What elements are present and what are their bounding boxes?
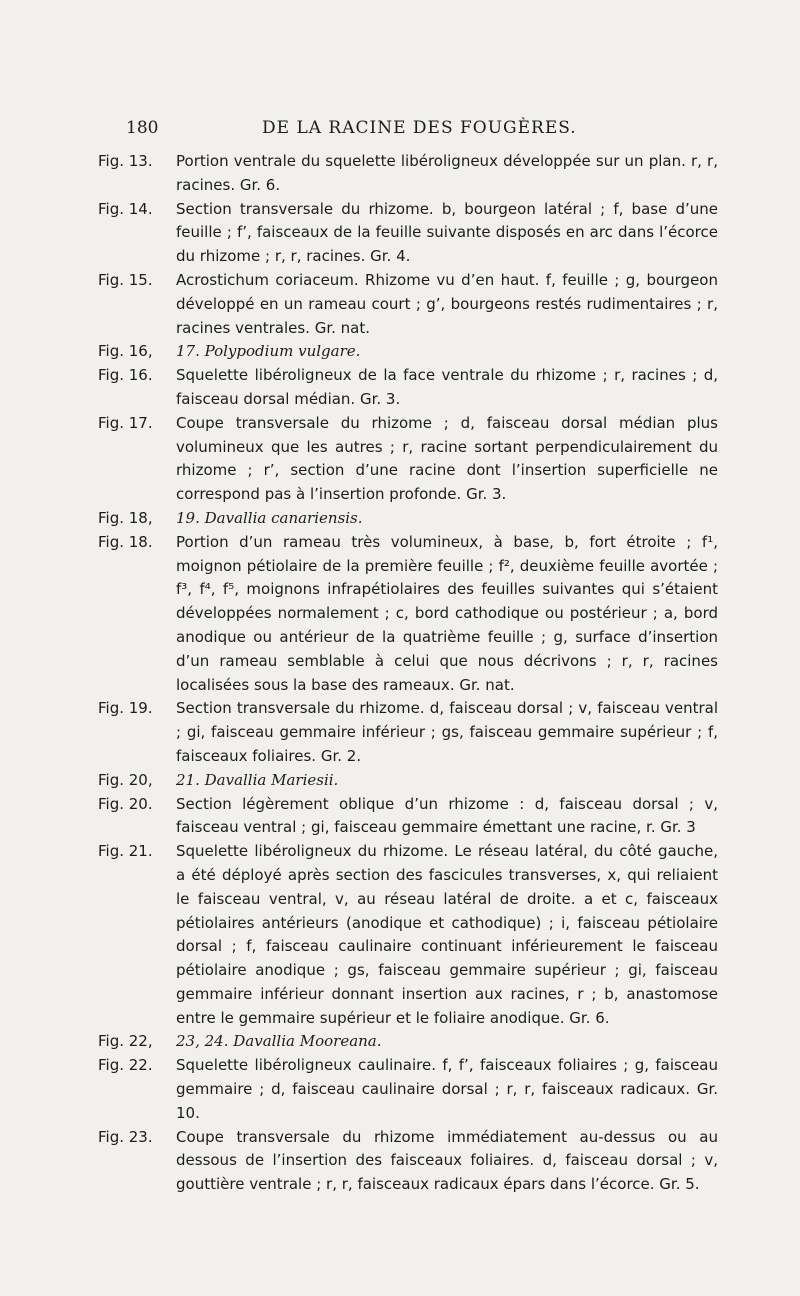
figure-caption [98, 1030, 718, 1054]
figure-caption [98, 150, 718, 198]
figure-label: Fig. 13. [98, 152, 153, 170]
caption-text: Squelette libéroligneux du rhizome. Le réseau latéral, du côté gauche, a été déployé après section des fascicules transverses, x, qui reliaient le faisceau ventral, v, au réseau latéral de droite. a et c, faisceaux pétiolaires antérieurs (anodique et cathodique) ; i, faisceau pétiolaire dorsal ; f, faisceau caulinaire continuant inférieurement le faisceau pétiolaire anodique ; gs, faisceau gemmaire supérieur ; gi, faisceau gemmaire inférieur donnant insertion aux racines, r ; b, anastomose entre le gemmaire supérieur et le foliaire anodique. Gr. 6. [176, 842, 718, 1027]
figure-caption [98, 198, 718, 269]
figure-caption [98, 769, 718, 793]
figure-label: Fig. 23. [98, 1127, 153, 1146]
caption-text: Section légèrement oblique d’un rhizome : d, faisceau dorsal ; v, faisceau ventral ; gi, faisceau gemmaire émettant une racine, r. Gr. 3 [176, 794, 718, 837]
figure-caption [98, 531, 718, 698]
figure-label: Fig. 18. [98, 532, 153, 551]
figure-label: Fig. 20, [98, 770, 153, 789]
caption-text: 17. Polypodium vulgare. [176, 342, 361, 361]
figure-caption [98, 412, 718, 507]
figure-caption [98, 697, 718, 768]
figure-caption [98, 793, 718, 841]
caption-text: Section transversale du rhizome. d, faisceau dorsal ; v, faisceau ventral ; gi, faisceau gemmaire inférieur ; gs, faisceau gemmaire supérieur ; f, faisceaux foliaires. Gr. 2. [176, 699, 718, 765]
figure-caption [98, 269, 718, 340]
caption-text: 19. Davallia canariensis. [176, 508, 363, 527]
caption-text: 23, 24. Davallia Mooreana. [176, 1032, 382, 1051]
caption-text: 21. Davallia Mariesii. [176, 770, 339, 789]
caption-text: Portion d’un rameau très volumineux, à base, b, fort étroite ; f¹, moignon pétiolaire de la première feuille ; f², deuxième feuille avortée ; f³, f⁴, f⁵, moignons infrapétiolaires des feuilles suivantes qui s’étaient développées normalement ; c, bord cathodique ou postérieur ; a, bord anodique ou antérieur de la quatrième feuille ; g, surface d’insertion d’un rameau semblable à celui que nous décrivons ; r, r, racines localisées sous la base des rameaux. Gr. nat. [176, 532, 718, 694]
page-header [126, 118, 716, 142]
figure-caption [98, 1126, 718, 1197]
figure-captions [98, 150, 718, 1197]
figure-caption [98, 840, 718, 1030]
caption-text: Coupe transversale du rhizome ; d, faisceau dorsal médian plus volumineux que les autres ; r, racine sortant perpendiculairement du rhizome ; r’, section d’une racine dont l’insertion superficielle ne correspond pas à l’insertion profonde. Gr. 3. [176, 413, 718, 504]
figure-label: Fig. 22. [98, 1056, 153, 1075]
caption-text: Coupe transversale du rhizome immédiatement au-dessus ou au dessous de l’insertion des faisceaux foliaires. d, faisceau dorsal ; v, gouttière ventrale ; r, r, faisceaux radicaux épars dans l’écorce. Gr. 5. [176, 1127, 718, 1194]
figure-label: Fig. 19. [98, 699, 153, 718]
caption-text: Section transversale du rhizome. b, bourgeon latéral ; f, base d’une feuille ; f’, faisceaux de la feuille suivante disposés en arc dans l’écorce du rhizome ; r, r, racines. Gr. 4. [176, 199, 718, 266]
figure-label: Fig. 22, [98, 1032, 153, 1051]
figure-label: Fig. 18, [98, 508, 153, 527]
figure-label: Fig. 16, [98, 342, 153, 361]
caption-text: Squelette libéroligneux de la face ventrale du rhizome ; r, racines ; d, faisceau dorsal médian. Gr. 3. [176, 366, 718, 408]
figure-label: Fig. 15. [98, 270, 153, 289]
figure-label: Fig. 14. [98, 199, 153, 218]
figure-caption [98, 364, 718, 412]
running-title: DE LA RACINE DES FOUGÈRES. [262, 118, 577, 138]
figure-label: Fig. 17. [98, 413, 153, 432]
caption-text: Acrostichum coriaceum. Rhizome vu d’en haut. f, feuille ; g, bourgeon développé en un rameau court ; g’, bourgeons restés rudimentaires ; r, racines ventrales. Gr. nat. [176, 270, 718, 337]
caption-text: Portion ventrale du squelette libéroligneux développée sur un plan. r, r, racines. Gr. 6. [176, 152, 718, 194]
caption-text: Squelette libéroligneux caulinaire. f, f’, faisceaux foliaires ; g, faisceau gemmaire ; d, faisceau caulinaire dorsal ; r, r, faisceaux radicaux. Gr. 10. [176, 1056, 718, 1122]
page-number: 180 [126, 118, 159, 138]
figure-caption [98, 507, 718, 531]
figure-caption [98, 340, 718, 364]
figure-caption [98, 1054, 718, 1125]
figure-label: Fig. 20. [98, 794, 153, 813]
figure-label: Fig. 16. [98, 366, 153, 385]
figure-label: Fig. 21. [98, 842, 153, 861]
